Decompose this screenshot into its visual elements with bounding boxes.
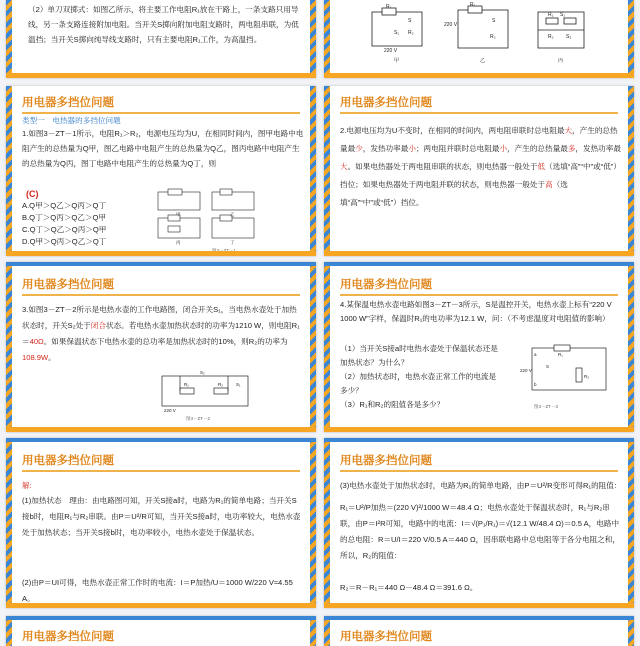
fig-label-r1: R₁ (558, 352, 563, 357)
fig-label-220v: 220 V (520, 368, 532, 373)
circuit-figure-1 (154, 188, 264, 248)
fig-label-a: a (534, 352, 537, 357)
slide-header: 用电器多挡位问题 (340, 97, 432, 109)
label-s2-c: S₂ (566, 34, 572, 40)
solution-part-3: (3)电热水壶处于加热状态时，电路为R₁的简单电路，由P＝U²/R变形可得R₁的阻值： (340, 481, 622, 490)
caption-jia: 甲 (394, 58, 400, 64)
slide-answer-1 (6, 438, 316, 608)
label-r1: R₁ (386, 4, 392, 10)
option-b: B.Q丁＞Q丙＞Q乙＞Q甲 (22, 213, 106, 222)
sub-question-1: （1）当开关S接a时电热水壶处于保温状态还是加热状态？为什么？ (340, 344, 498, 367)
label-s-b: S (492, 18, 496, 24)
question-text: 2.电源电压均为U不变时，在相同的时间内，两电阻串联时总电阻最大，产生的总热量最少，发热功率最小；两电阻并联时总电阻最小，产生的总热量最多，发热功率最大。如果电热器处于两电阻串联的状态，则电热器一般处于低（选填“高”“中”或“低”）挡位；如果电热器处于两电阻并联的状态，则电热器一般处于高（选填“高”“中”或“低”）挡位。 (340, 126, 621, 207)
slide-top-right (324, 0, 634, 78)
label-r1-c: R₁ (548, 12, 554, 18)
label-s1-c: S₁ (560, 12, 566, 18)
slide-header: 用电器多挡位问题 (22, 279, 114, 291)
option-d: D.Q甲＞Q丙＞Q乙＞Q丁 (22, 237, 107, 246)
label-220v-a: 220 V (384, 48, 398, 54)
fig-label-yi: 乙 (230, 212, 235, 217)
fig-label-220v: 220 V (164, 408, 176, 413)
sub-question-3: （3）R₁和R₂的阻值各是多少？ (340, 400, 445, 409)
slide-bottom-left (6, 616, 316, 646)
sub-question-2: （2）加热状态时，电热水壶正常工作的电流是多少？ (340, 372, 497, 395)
slide-bottom-right (324, 616, 634, 646)
solution-part-5: R₂＝R－R₁＝440 Ω－48.4 Ω＝391.6 Ω。 (340, 583, 478, 592)
circuit-figure-3 (520, 342, 612, 398)
fig-label-r2: R₂ (218, 382, 223, 387)
label-s1: S₁ (394, 30, 400, 36)
fig-label-b: b (534, 382, 537, 387)
label-r1-b: R₁ (470, 2, 476, 8)
label-s: S (408, 18, 412, 24)
label-r2-b: R₂ (490, 34, 496, 40)
slide-header: 用电器多挡位问题 (22, 631, 114, 643)
fig-label-jia: 甲 (176, 212, 181, 217)
slide-subtitle: 类型一 电热器的多挡位问题 (22, 116, 121, 125)
option-c: C.Q丁＞Q乙＞Q丙＞Q甲 (22, 225, 107, 234)
slide-top-left (6, 0, 316, 78)
fig-label-s1: S₁ (236, 382, 241, 387)
question-text: 1.如图3－ZT－1所示，电阻R₁＞R₂，电源电压均为U，在相同时间内，图甲电路中电阻产生的总热量为Q甲，图乙电路中电阻产生的总热量为Q乙，图丙电路中电阻产生的总热量为Q丙，图丁电路中电阻产生的总热量为Q丁，则 (22, 129, 304, 168)
caption-yi: 乙 (480, 58, 486, 64)
label-r2: R₂ (408, 30, 414, 36)
caption-bing: 丙 (558, 58, 564, 64)
slide-q1 (6, 86, 316, 256)
fig-label-ding: 丁 (230, 240, 235, 245)
solution-part-1: (1)加热状态 理由：由电路图可知，开关S接a时，电路为R₁的简单电路；当开关S接b时，电阻R₁与R₂串联。由P＝U²/R可知，当开关S接a时，电功率较大，电热水壶处于加热状态；当开关S接b时，电功率较小，电热水壶处于保温状态。 (22, 496, 301, 537)
slide-q4 (324, 262, 634, 432)
slide-header: 用电器多挡位问题 (340, 279, 432, 291)
slide-header: 用电器多挡位问题 (22, 97, 114, 109)
fig-label-s2: S₂ (200, 370, 205, 375)
solution-part-4: R₁＝U²/P加热＝(220 V)²/1000 W＝48.4 Ω；电热水壶处于保温状态时，R₁与R₂串联，由P＝I²R可知，电路中的电流：I＝√(P₁/R₁)＝√(12.1 W/48.4 Ω)＝0.5 A，电路中的总电阻：R＝U/I＝220 V/0.5 A＝440 Ω，因串联电路中总电阻等于各分电阻之和，所以，R₂的阻值： (340, 503, 620, 560)
circuit-diagrams-figure (364, 2, 594, 68)
slide-header: 用电器多挡位问题 (340, 631, 432, 643)
solution-label: 解: (22, 481, 32, 490)
answer: (C) (26, 189, 39, 199)
option-a: A.Q甲＞Q乙＞Q丙＞Q丁 (22, 201, 106, 210)
solution-part-2: (2)由P＝UI可得，电热水壶正常工作时的电流：I＝P加热/U＝1000 W/220 V≈4.55 A。 (22, 578, 293, 603)
circuit-figure-2 (156, 366, 256, 414)
label-r2-c: R₂ (548, 34, 554, 40)
slide-header: 用电器多挡位问题 (22, 455, 114, 467)
fig-label-r2: R₂ (584, 374, 589, 379)
fig-label-bing: 丙 (176, 240, 181, 245)
slide-answer-2 (324, 438, 634, 608)
slide-q2 (324, 86, 634, 256)
question-text: 3.如图3－ZT－2所示是电热水壶的工作电路图，闭合开关S₁，当电热水壶处于加热状态时，开关S₂处于闭合状态。若电热水壶加热状态时的功率为1210 W，则电阻R₁＝40Ω。如果保温状态下电热水壶的总功率是加热状态时的10%，则R₂的功率为108.9W。 (22, 305, 300, 362)
label-220v-b: 220 V (444, 22, 458, 28)
slide-text: （2）单刀双掷式：如图乙所示，将主要工作电阻R₁放在干路上，一条支路只用导线，另一条支路连接附加电阻。当开关S掷向附加电阻支路时，两电阻串联，为低温挡；当开关S掷向纯导线支路时，只有主要电阻R₁工作，为高温挡。 (28, 5, 299, 44)
figure-caption: 图3－ZT－2 (186, 416, 211, 421)
fig-label-r1: R₁ (184, 382, 189, 387)
slide-header: 用电器多挡位问题 (340, 455, 432, 467)
slide-q3 (6, 262, 316, 432)
question-text: 4.某保温电热水壶电路如图3－ZT－3所示，S是温控开关，电热水壶上标有“220 V 1000 W”字样，保温时R₁的电功率为12.1 W，问：（不考虑温度对电阻值的影响） (340, 300, 620, 323)
figure-caption: 图3－ZT－3 (534, 404, 559, 409)
fig-label-s: S (546, 364, 550, 369)
